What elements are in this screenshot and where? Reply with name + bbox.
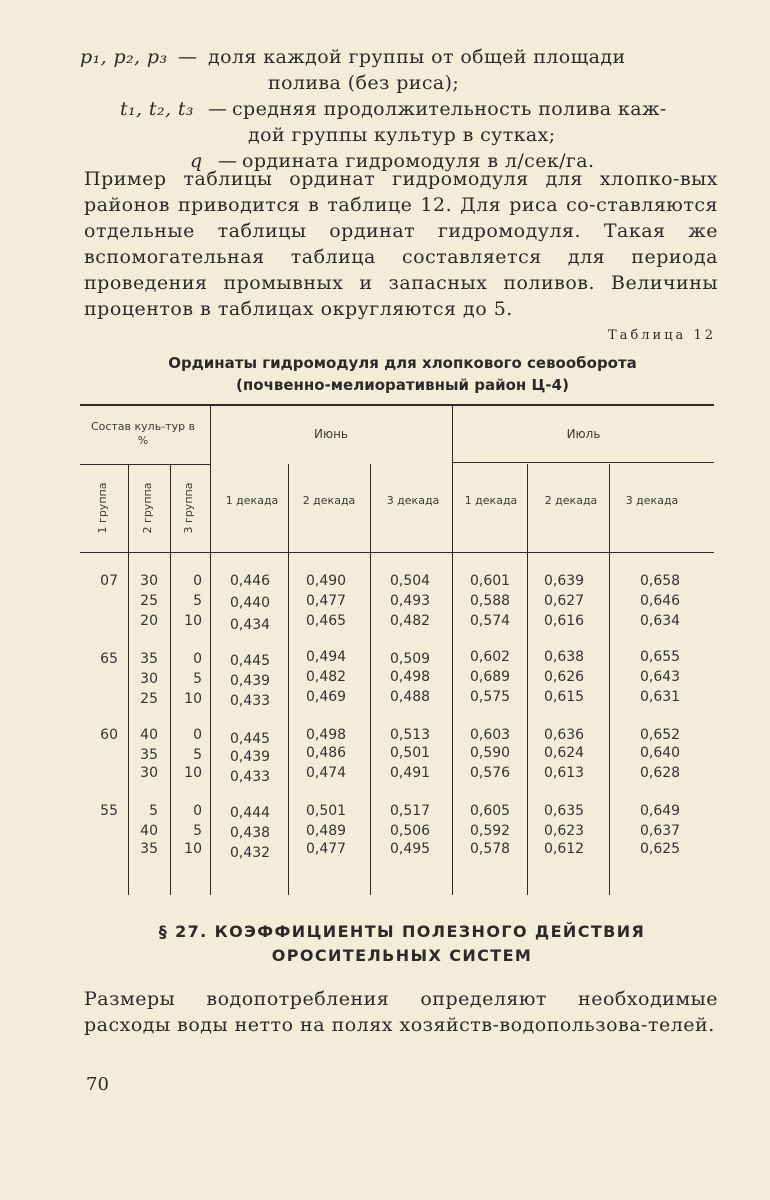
table-rule — [80, 464, 210, 465]
group3-value: 0 — [193, 803, 202, 819]
group1-value: 65 — [100, 651, 118, 667]
table-rule — [452, 462, 714, 463]
group3-value: 10 — [184, 841, 202, 857]
definition-text: полива (без риса); — [268, 72, 460, 94]
group1-value: 07 — [100, 573, 118, 589]
ordinate-value: 0,488 — [390, 689, 431, 705]
group3-value: 5 — [193, 747, 202, 763]
ordinate-value: 0,578 — [470, 841, 511, 857]
ordinate-value: 0,477 — [306, 841, 347, 857]
ordinate-value: 0,643 — [640, 669, 681, 685]
definition-text: средняя продолжительность полива каж- — [232, 98, 667, 120]
table-title-line: Ординаты гидромодуля для хлопкового севооборота — [168, 354, 637, 372]
ordinate-value: 0,445 — [230, 731, 271, 747]
ordinate-value: 0,506 — [390, 823, 431, 839]
table-col-rule — [210, 405, 211, 895]
group2-value: 5 — [149, 803, 158, 819]
ordinate-value: 0,635 — [544, 803, 585, 819]
ordinate-value: 0,613 — [544, 765, 585, 781]
group2-value: 35 — [140, 651, 158, 667]
header-decade: 2 декада — [544, 494, 598, 507]
ordinate-value: 0,628 — [640, 765, 681, 781]
header-decade: 1 декада — [464, 494, 518, 507]
ordinate-value: 0,640 — [640, 745, 681, 761]
ordinate-value: 0,439 — [230, 749, 271, 765]
group2-value: 25 — [140, 691, 158, 707]
ordinate-value: 0,509 — [390, 651, 431, 667]
ordinate-value: 0,616 — [544, 613, 585, 629]
ordinate-value: 0,434 — [230, 617, 271, 633]
header-june: Июнь — [314, 427, 348, 441]
ordinate-value: 0,439 — [230, 673, 271, 689]
definition-symbol: q — [190, 150, 203, 172]
ordinate-value: 0,636 — [544, 727, 585, 743]
ordinate-value: 0,433 — [230, 693, 271, 709]
group2-value: 25 — [140, 593, 158, 609]
header-decade: 3 декада — [625, 494, 679, 507]
ordinate-value: 0,625 — [640, 841, 681, 857]
header-july: Июль — [566, 427, 601, 441]
ordinate-value: 0,603 — [470, 727, 511, 743]
group2-value: 40 — [140, 727, 158, 743]
ordinate-value: 0,469 — [306, 689, 347, 705]
ordinate-value: 0,623 — [544, 823, 585, 839]
section-heading — [92, 920, 712, 968]
ordinate-value: 0,498 — [390, 669, 431, 685]
definition-text: дой группы культур в сутках; — [248, 124, 556, 146]
table-top-rule — [80, 404, 714, 406]
ordinate-value: 0,513 — [390, 727, 431, 743]
ordinate-value: 0,626 — [544, 669, 585, 685]
definition-symbol: t₁, t₂, t₃ — [120, 98, 194, 120]
table-title-line: (почвенно-мелиоративный район Ц-4) — [236, 376, 569, 394]
table-col-rule — [527, 464, 528, 895]
ordinate-value: 0,590 — [470, 745, 511, 761]
ordinate-value: 0,474 — [306, 765, 347, 781]
ordinate-value: 0,501 — [390, 745, 431, 761]
ordinate-value: 0,588 — [470, 593, 511, 609]
ordinate-value: 0,658 — [640, 573, 681, 589]
ordinate-value: 0,482 — [390, 613, 431, 629]
ordinate-value: 0,493 — [390, 593, 431, 609]
ordinate-value: 0,438 — [230, 825, 271, 841]
group2-value: 35 — [140, 841, 158, 857]
ordinate-value: 0,592 — [470, 823, 511, 839]
ordinate-value: 0,601 — [470, 573, 511, 589]
group3-value: 0 — [193, 727, 202, 743]
ordinate-value: 0,491 — [390, 765, 431, 781]
body-paragraph: Размеры водопотребления определяют необходимые расходы воды нетто на полях хозяйств-водопользова-телей. — [84, 988, 718, 1036]
ordinate-value: 0,517 — [390, 803, 431, 819]
ordinate-value: 0,444 — [230, 805, 271, 821]
ordinate-value: 0,494 — [306, 649, 347, 665]
group3-value: 5 — [193, 823, 202, 839]
ordinate-value: 0,445 — [230, 653, 271, 669]
ordinate-value: 0,612 — [544, 841, 585, 857]
ordinate-value: 0,576 — [470, 765, 511, 781]
ordinate-value: 0,486 — [306, 745, 347, 761]
ordinate-value: 0,575 — [470, 689, 511, 705]
group3-value: 10 — [184, 691, 202, 707]
definition-dash: — — [208, 98, 228, 120]
ordinate-value: 0,440 — [230, 595, 271, 611]
definition-dash: — — [178, 46, 198, 68]
header-decade: 3 декада — [386, 494, 440, 507]
header-group-3: 3 группа — [182, 482, 195, 534]
ordinate-value: 0,465 — [306, 613, 347, 629]
group3-value: 10 — [184, 765, 202, 781]
ordinate-value: 0,638 — [544, 649, 585, 665]
group1-value: 60 — [100, 727, 118, 743]
group3-value: 0 — [193, 573, 202, 589]
table-header-rule — [80, 552, 714, 553]
definition-symbol: p₁, p₂, p₃ — [80, 46, 168, 68]
table-col-rule — [609, 464, 610, 895]
header-decade: 2 декада — [302, 494, 356, 507]
ordinate-value: 0,624 — [544, 745, 585, 761]
ordinate-value: 0,634 — [640, 613, 681, 629]
ordinate-value: 0,477 — [306, 593, 347, 609]
group3-value: 10 — [184, 613, 202, 629]
definition-text: ордината гидромодуля в л/сек/га. — [242, 150, 595, 172]
ordinate-value: 0,637 — [640, 823, 681, 839]
definition-text: доля каждой группы от общей площади — [208, 46, 626, 68]
ordinate-value: 0,482 — [306, 669, 347, 685]
ordinate-value: 0,504 — [390, 573, 431, 589]
header-composition: Состав куль-тур в % — [90, 420, 196, 447]
group2-value: 35 — [140, 747, 158, 763]
ordinate-value: 0,501 — [306, 803, 347, 819]
ordinate-value: 0,652 — [640, 727, 681, 743]
header-group-2: 2 группа — [141, 482, 154, 534]
section-heading-line: § 27. КОЭФФИЦИЕНТЫ ПОЛЕЗНОГО ДЕЙСТВИЯ — [158, 922, 646, 941]
ordinate-value: 0,498 — [306, 727, 347, 743]
group3-value: 5 — [193, 671, 202, 687]
ordinate-value: 0,446 — [230, 573, 271, 589]
ordinate-value: 0,615 — [544, 689, 585, 705]
table-label: Таблица 12 — [608, 328, 716, 343]
ordinate-value: 0,655 — [640, 649, 681, 665]
body-paragraph: Пример таблицы ординат гидромодуля для хлопко-вых районов приводится в таблице 12. Для риса со-ставляются отдельные таблицы ординат гидромодуля. Такая же вспомогательная таблица составляется для периода проведения промывных и запасных поливов. Величины процентов в таблицах округляются до 5. — [84, 168, 718, 320]
group1-value: 55 — [100, 803, 118, 819]
ordinate-value: 0,605 — [470, 803, 511, 819]
ordinate-value: 0,433 — [230, 769, 271, 785]
section-heading-line: ОРОСИТЕЛЬНЫХ СИСТЕМ — [271, 946, 533, 965]
ordinate-value: 0,639 — [544, 573, 585, 589]
ordinate-value: 0,574 — [470, 613, 511, 629]
group2-value: 30 — [140, 671, 158, 687]
group2-value: 40 — [140, 823, 158, 839]
table-col-rule — [288, 464, 289, 895]
group2-value: 30 — [140, 765, 158, 781]
group3-value: 0 — [193, 651, 202, 667]
table-col-rule — [370, 464, 371, 895]
ordinate-value: 0,646 — [640, 593, 681, 609]
ordinate-value: 0,631 — [640, 689, 681, 705]
ordinate-value: 0,490 — [306, 573, 347, 589]
definition-dash: — — [218, 150, 238, 172]
table-col-rule — [452, 405, 453, 895]
ordinate-value: 0,489 — [306, 823, 347, 839]
ordinate-value: 0,649 — [640, 803, 681, 819]
header-group-1: 1 группа — [96, 482, 109, 534]
header-decade: 1 декада — [225, 494, 279, 507]
group2-value: 20 — [140, 613, 158, 629]
ordinate-value: 0,602 — [470, 649, 511, 665]
group2-value: 30 — [140, 573, 158, 589]
ordinate-value: 0,627 — [544, 593, 585, 609]
ordinate-value: 0,432 — [230, 845, 271, 861]
page-number: 70 — [86, 1074, 109, 1095]
ordinate-value: 0,689 — [470, 669, 511, 685]
group3-value: 5 — [193, 593, 202, 609]
ordinate-value: 0,495 — [390, 841, 431, 857]
